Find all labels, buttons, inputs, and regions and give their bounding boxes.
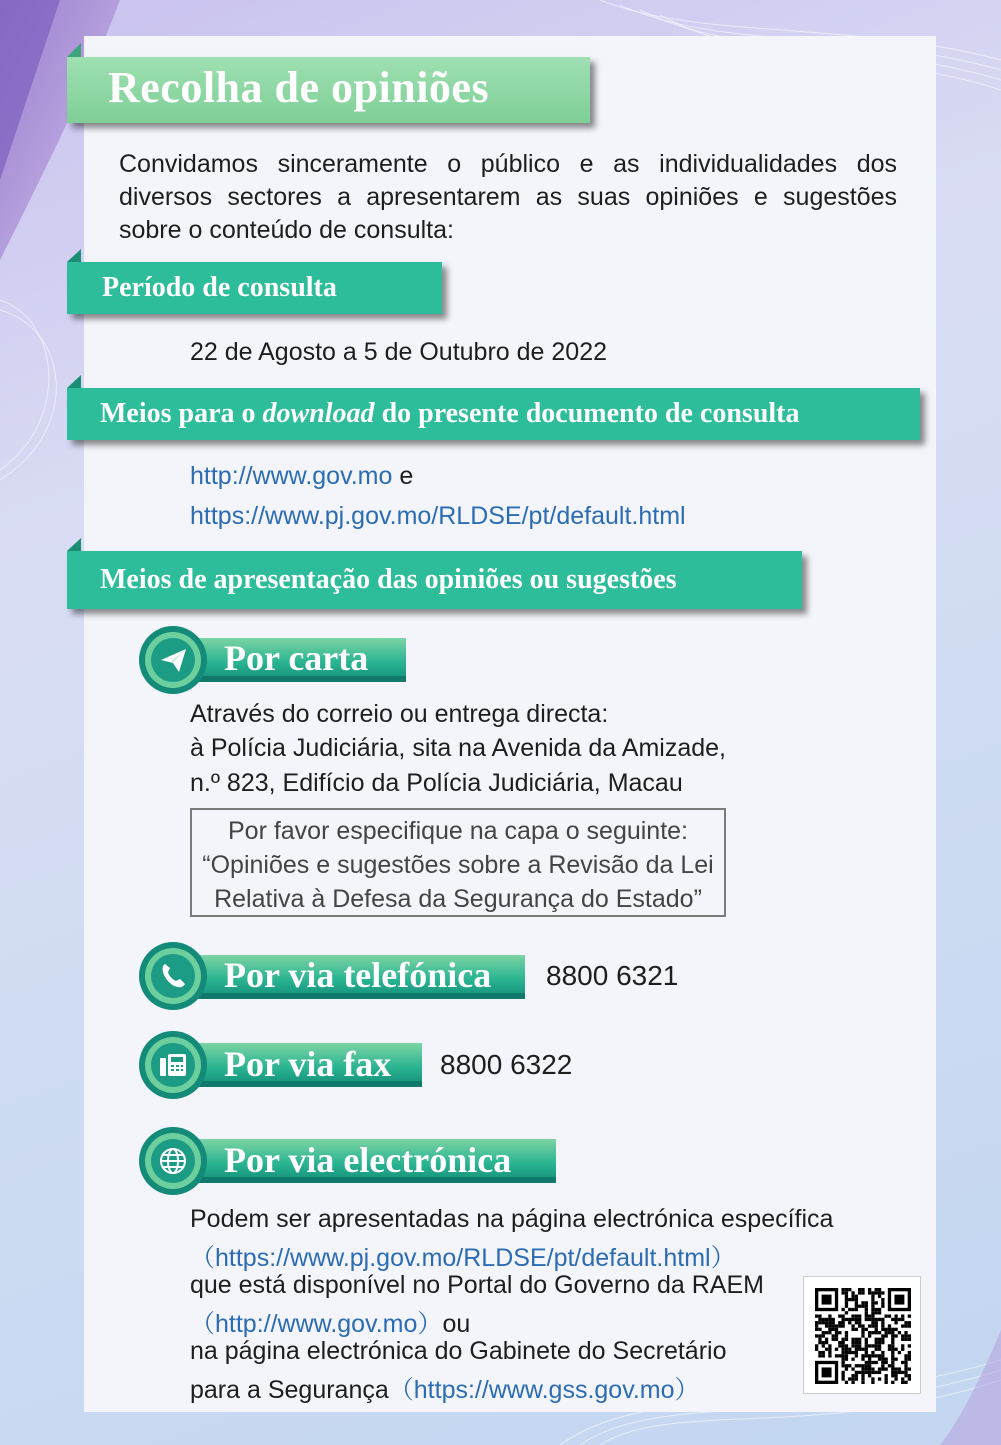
period-fold <box>67 249 81 262</box>
fax-label: Por via fax <box>224 1044 392 1084</box>
fax-number: 8800 6322 <box>440 1049 573 1080</box>
paren-open-3: （ <box>388 1376 414 1404</box>
electronica-line5: na página electrónica do Gabinete do Secretário <box>190 1337 727 1365</box>
period-heading: Período de consulta <box>102 272 337 303</box>
pj-link[interactable]: https://www.pj.gov.mo/RLDSE/pt/default.html <box>190 502 686 530</box>
paper-plane-icon <box>153 640 193 680</box>
paren-close-1: ） <box>710 1244 736 1272</box>
connector-text: e <box>392 462 414 490</box>
paren-open-2: （ <box>190 1310 216 1338</box>
period-dates: 22 de Agosto a 5 de Outubro de 2022 <box>190 338 608 366</box>
carta-line3: n.º 823, Edifício da Polícia Judiciária, Macau <box>190 769 683 797</box>
telefone-label: Por via telefónica <box>224 955 492 995</box>
download-heading <box>100 398 800 430</box>
electronica-line3: que está disponível no Portal do Governo da RAEM <box>190 1271 764 1299</box>
telefone-number: 8800 6321 <box>546 960 679 991</box>
electronica-label: Por via electrónica <box>224 1140 512 1180</box>
electronica-line2 <box>190 1238 736 1274</box>
fax-icon-circle <box>139 1031 207 1099</box>
electronica-line6 <box>190 1370 700 1406</box>
paren-close-3: ） <box>674 1376 700 1404</box>
title-fold <box>67 43 81 57</box>
globe-icon <box>153 1141 193 1181</box>
carta-line1: Através do correio ou entrega directa: <box>190 700 609 728</box>
fax-icon <box>153 1045 193 1085</box>
download-heading-pre: Meios para o <box>100 398 263 429</box>
carta-label: Por carta <box>224 638 369 678</box>
paren-close-2: ） <box>417 1310 443 1338</box>
submission-heading: Meios de apresentação das opiniões ou sugestões <box>100 564 677 595</box>
carta-line2: à Polícia Judiciária, sita na Avenida da Amizade, <box>190 734 726 762</box>
gov-link-2[interactable]: http://www.gov.mo <box>215 1310 418 1338</box>
note-line-1: Por favor especifique na capa o seguinte: <box>227 817 689 845</box>
carta-icon-circle <box>139 626 207 694</box>
paren-open-1: （ <box>190 1244 216 1272</box>
pj-link-2[interactable]: https://www.pj.gov.mo/RLDSE/pt/default.html <box>215 1244 711 1272</box>
phone-icon <box>153 956 193 996</box>
download-heading-em: download <box>262 398 375 429</box>
download-heading-post: do presente documento de consulta <box>374 398 800 429</box>
electronica-line1: Podem ser apresentadas na página electrónica específica <box>190 1205 834 1233</box>
qr-code-pattern <box>815 1288 911 1384</box>
download-line1 <box>190 462 413 491</box>
gov-link[interactable]: http://www.gov.mo <box>190 462 393 490</box>
cover-note-box <box>190 808 726 917</box>
electronica-line4 <box>190 1304 470 1340</box>
gss-link[interactable]: https://www.gss.gov.mo <box>413 1376 675 1404</box>
electronica-icon-circle <box>139 1127 207 1195</box>
ou-text: ou <box>442 1310 471 1338</box>
telefone-icon-circle <box>139 942 207 1010</box>
submission-fold <box>67 538 81 551</box>
note-line-3: Relativa à Defesa da Segurança do Estado” <box>214 885 702 913</box>
qr-code[interactable] <box>803 1276 921 1394</box>
note-line-2: “Opiniões e sugestões sobre a Revisão da Lei <box>202 851 714 879</box>
intro-paragraph: Convidamos sinceramente o público e as individualidades dos diversos sectores a apresentarem as suas opiniões e sugestões sobre o conteúdo de consulta: <box>119 150 897 244</box>
page-title: Recolha de opiniões <box>108 63 490 112</box>
line6-pre: para a Segurança <box>190 1376 389 1404</box>
download-fold <box>67 375 81 388</box>
